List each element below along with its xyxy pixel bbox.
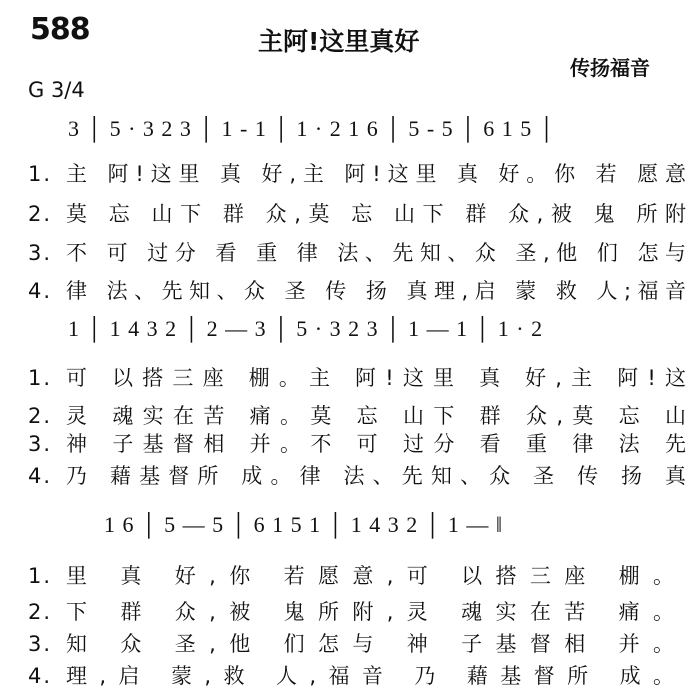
lyric-line xyxy=(28,237,688,267)
lyric-line xyxy=(28,660,676,690)
verse-number: 2. xyxy=(28,404,53,428)
lyric-text: 乃 藉基督所 成。律 法、先知、众 圣 传 扬 真 xyxy=(66,464,688,488)
lyric-line xyxy=(28,596,676,626)
verse-number: 3. xyxy=(28,632,53,656)
lyric-text: 下 群 众,被 鬼所附,灵 魂实在苦 痛。 xyxy=(66,600,676,624)
verse-number: 4. xyxy=(28,664,53,688)
notation-line: 1 6 │ 5 — 5 │ 6 1 5 1 │ 1 4 3 2 │ 1 — ‖ xyxy=(104,512,504,537)
notation-line: 1 │ 1 4 3 2 │ 2 — 3 │ 5 · 3 2 3 │ 1 — 1 │ 1 · 2 xyxy=(68,316,544,341)
lyric-line xyxy=(28,428,688,458)
lyric-text: 主 阿!这里 真 好,主 阿!这里 真 好。你 若 愿意 xyxy=(66,162,688,186)
lyric-line xyxy=(28,628,676,658)
lyric-text: 里 真 好,你 若愿意,可 以搭三座 棚。 xyxy=(66,564,676,588)
key-signature: G 3/4 xyxy=(28,78,85,102)
hymn-number: 588 xyxy=(30,12,90,47)
lyric-line xyxy=(28,560,676,590)
hymn-source: 传扬福音 xyxy=(570,56,650,80)
lyric-text: 莫 忘 山下 群 众,莫 忘 山下 群 众,被 鬼 所附 xyxy=(66,202,688,226)
lyric-line xyxy=(28,275,688,305)
lyric-line xyxy=(28,460,688,490)
lyric-text: 灵 魂实在苦 痛。莫 忘 山下 群 众,莫 忘 山 xyxy=(66,404,688,428)
verse-number: 3. xyxy=(28,241,53,265)
verse-number: 4. xyxy=(28,464,53,488)
lyric-text: 可 以搭三座 棚。主 阿!这里 真 好,主 阿!这 xyxy=(66,366,689,390)
lyric-line xyxy=(28,400,688,430)
verse-number: 2. xyxy=(28,202,53,226)
hymn-title: 主阿!这里真好 xyxy=(258,27,420,56)
verse-number: 1. xyxy=(28,162,53,186)
notation-line: 3 │ 5 · 3 2 3 │ 1 - 1 │ 1 · 2 1 6 │ 5 - 5 │ 6 1 5 │ xyxy=(68,116,556,141)
verse-number: 3. xyxy=(28,432,53,456)
lyric-text: 不 可 过分 看 重 律 法、先知、众 圣,他 们 怎与 xyxy=(66,241,688,265)
lyric-text: 理,启 蒙,救 人,福音 乃 藉基督所 成。 xyxy=(66,664,676,688)
lyric-line xyxy=(28,158,688,188)
verse-number: 1. xyxy=(28,564,53,588)
verse-number: 4. xyxy=(28,279,53,303)
verse-number: 2. xyxy=(28,600,53,624)
lyric-text: 神 子基督相 并。不 可 过分 看 重 律 法 先 xyxy=(66,432,688,456)
verse-number: 1. xyxy=(28,366,53,390)
lyric-line xyxy=(28,198,688,228)
lyric-line xyxy=(28,362,688,392)
lyric-text: 律 法、先知、众 圣 传 扬 真理,启 蒙 救 人;福音 xyxy=(66,279,688,303)
lyric-text: 知 众 圣,他 们怎与 神 子基督相 并。 xyxy=(66,632,676,656)
